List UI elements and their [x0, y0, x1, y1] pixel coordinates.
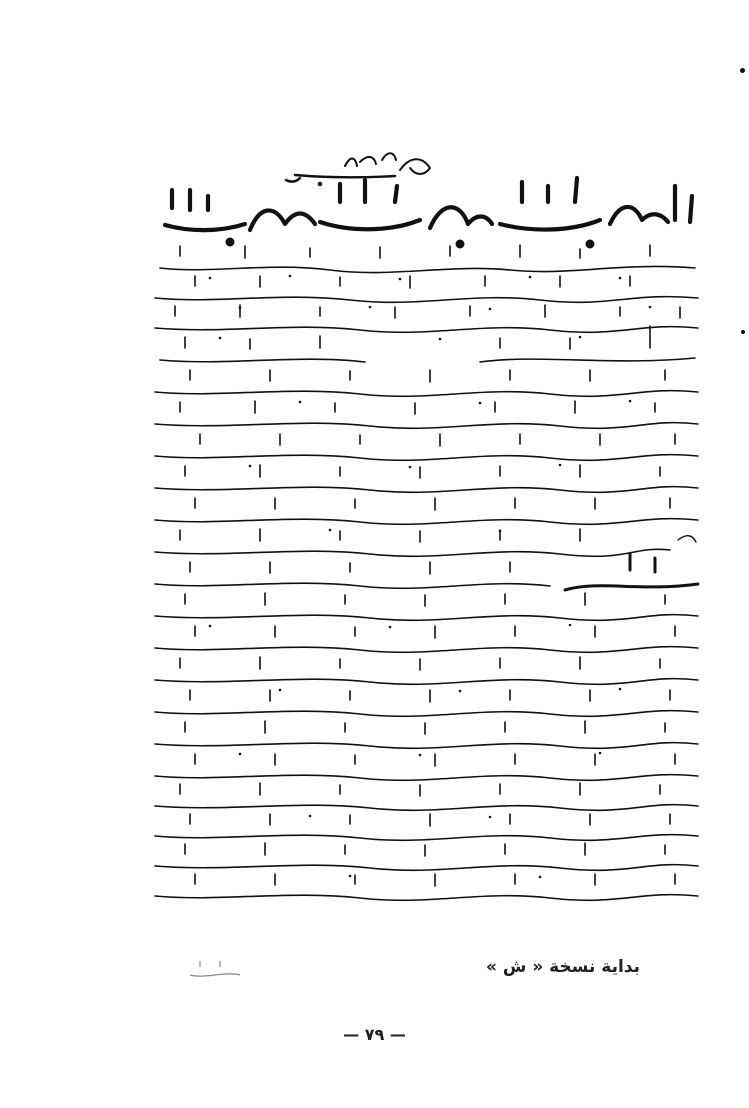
faded-mark — [180, 955, 250, 985]
body-text — [155, 245, 698, 900]
heading-line — [165, 178, 692, 246]
page-number: — ٧٩ — — [343, 1025, 406, 1044]
diacritic-dots — [209, 275, 652, 879]
footnote-text: بداية نسخة « ش » — [485, 957, 640, 977]
manuscript-image — [150, 140, 710, 940]
margin-dot — [741, 330, 745, 334]
footnote — [180, 955, 640, 991]
basmala-line — [286, 153, 430, 186]
margin-dot — [740, 68, 745, 73]
